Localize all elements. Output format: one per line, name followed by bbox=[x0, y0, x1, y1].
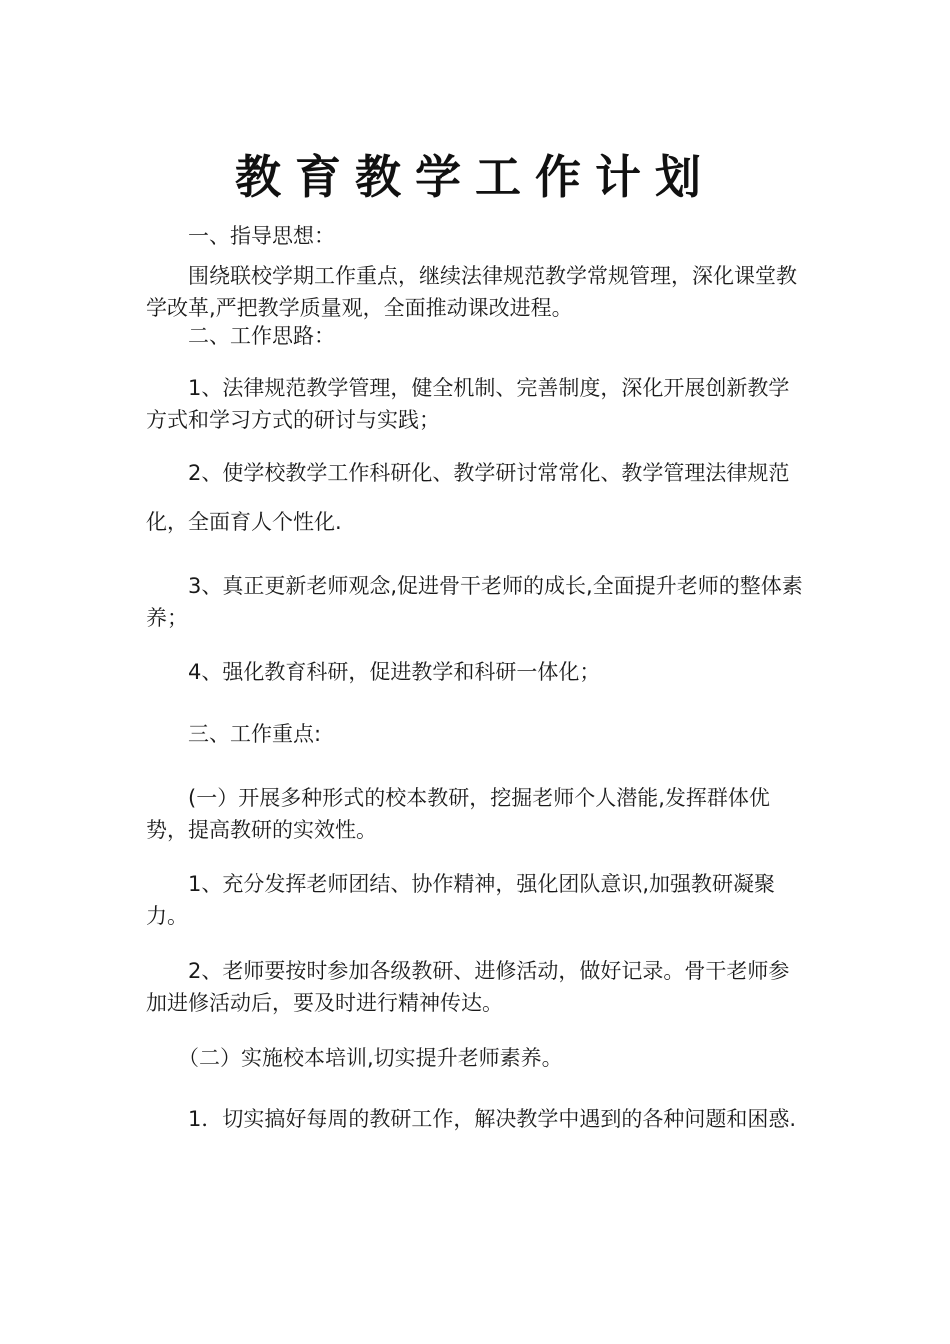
paragraph-focus-1-item-1: 1、充分发挥老师团结、协作精神，强化团队意识,加强教研凝聚力。 bbox=[146, 872, 776, 928]
paragraph-focus-1-item-2: 2、老师要按时参加各级教研、进修活动，做好记录。骨干老师参加进修活动后，要及时进行精神传达。 bbox=[146, 959, 790, 1015]
paragraph-idea-4: 4、强化教育科研，促进教学和科研一体化； bbox=[188, 660, 601, 684]
paragraph-idea-1: 1、法律规范教学管理，健全机制、完善制度，深化开展创新教学方式和学习方式的研讨与实践； bbox=[146, 376, 790, 432]
paragraph-focus-2: （二）实施校本培训,切实提升老师素养。 bbox=[178, 1046, 563, 1070]
heading-guiding-thought: 一、指导思想： bbox=[188, 224, 335, 248]
paragraph-idea-3: 3、真正更新老师观念,促进骨干老师的成长,全面提升老师的整体素养； bbox=[146, 574, 803, 630]
document-title: 教育教学工作计划 bbox=[235, 150, 715, 204]
paragraph-focus-1: (一）开展多种形式的校本教研，挖掘老师个人潜能,发挥群体优势，提高教研的实效性。 bbox=[146, 786, 770, 842]
paragraph-guiding-thought: 围绕联校学期工作重点，继续法律规范教学常规管理，深化课堂教学改革,严把教学质量观，全面推动课改进程。 bbox=[146, 264, 797, 320]
heading-work-focus: 三、工作重点: bbox=[188, 722, 322, 746]
paragraph-focus-2-item-1: 1．切实搞好每周的教研工作，解决教学中遇到的各种问题和困惑. bbox=[188, 1107, 797, 1131]
heading-work-ideas: 二、工作思路： bbox=[188, 324, 335, 348]
paragraph-idea-2: 2、使学校教学工作科研化、教学研讨常常化、教学管理法律规范化，全面育人个性化. bbox=[146, 461, 790, 534]
